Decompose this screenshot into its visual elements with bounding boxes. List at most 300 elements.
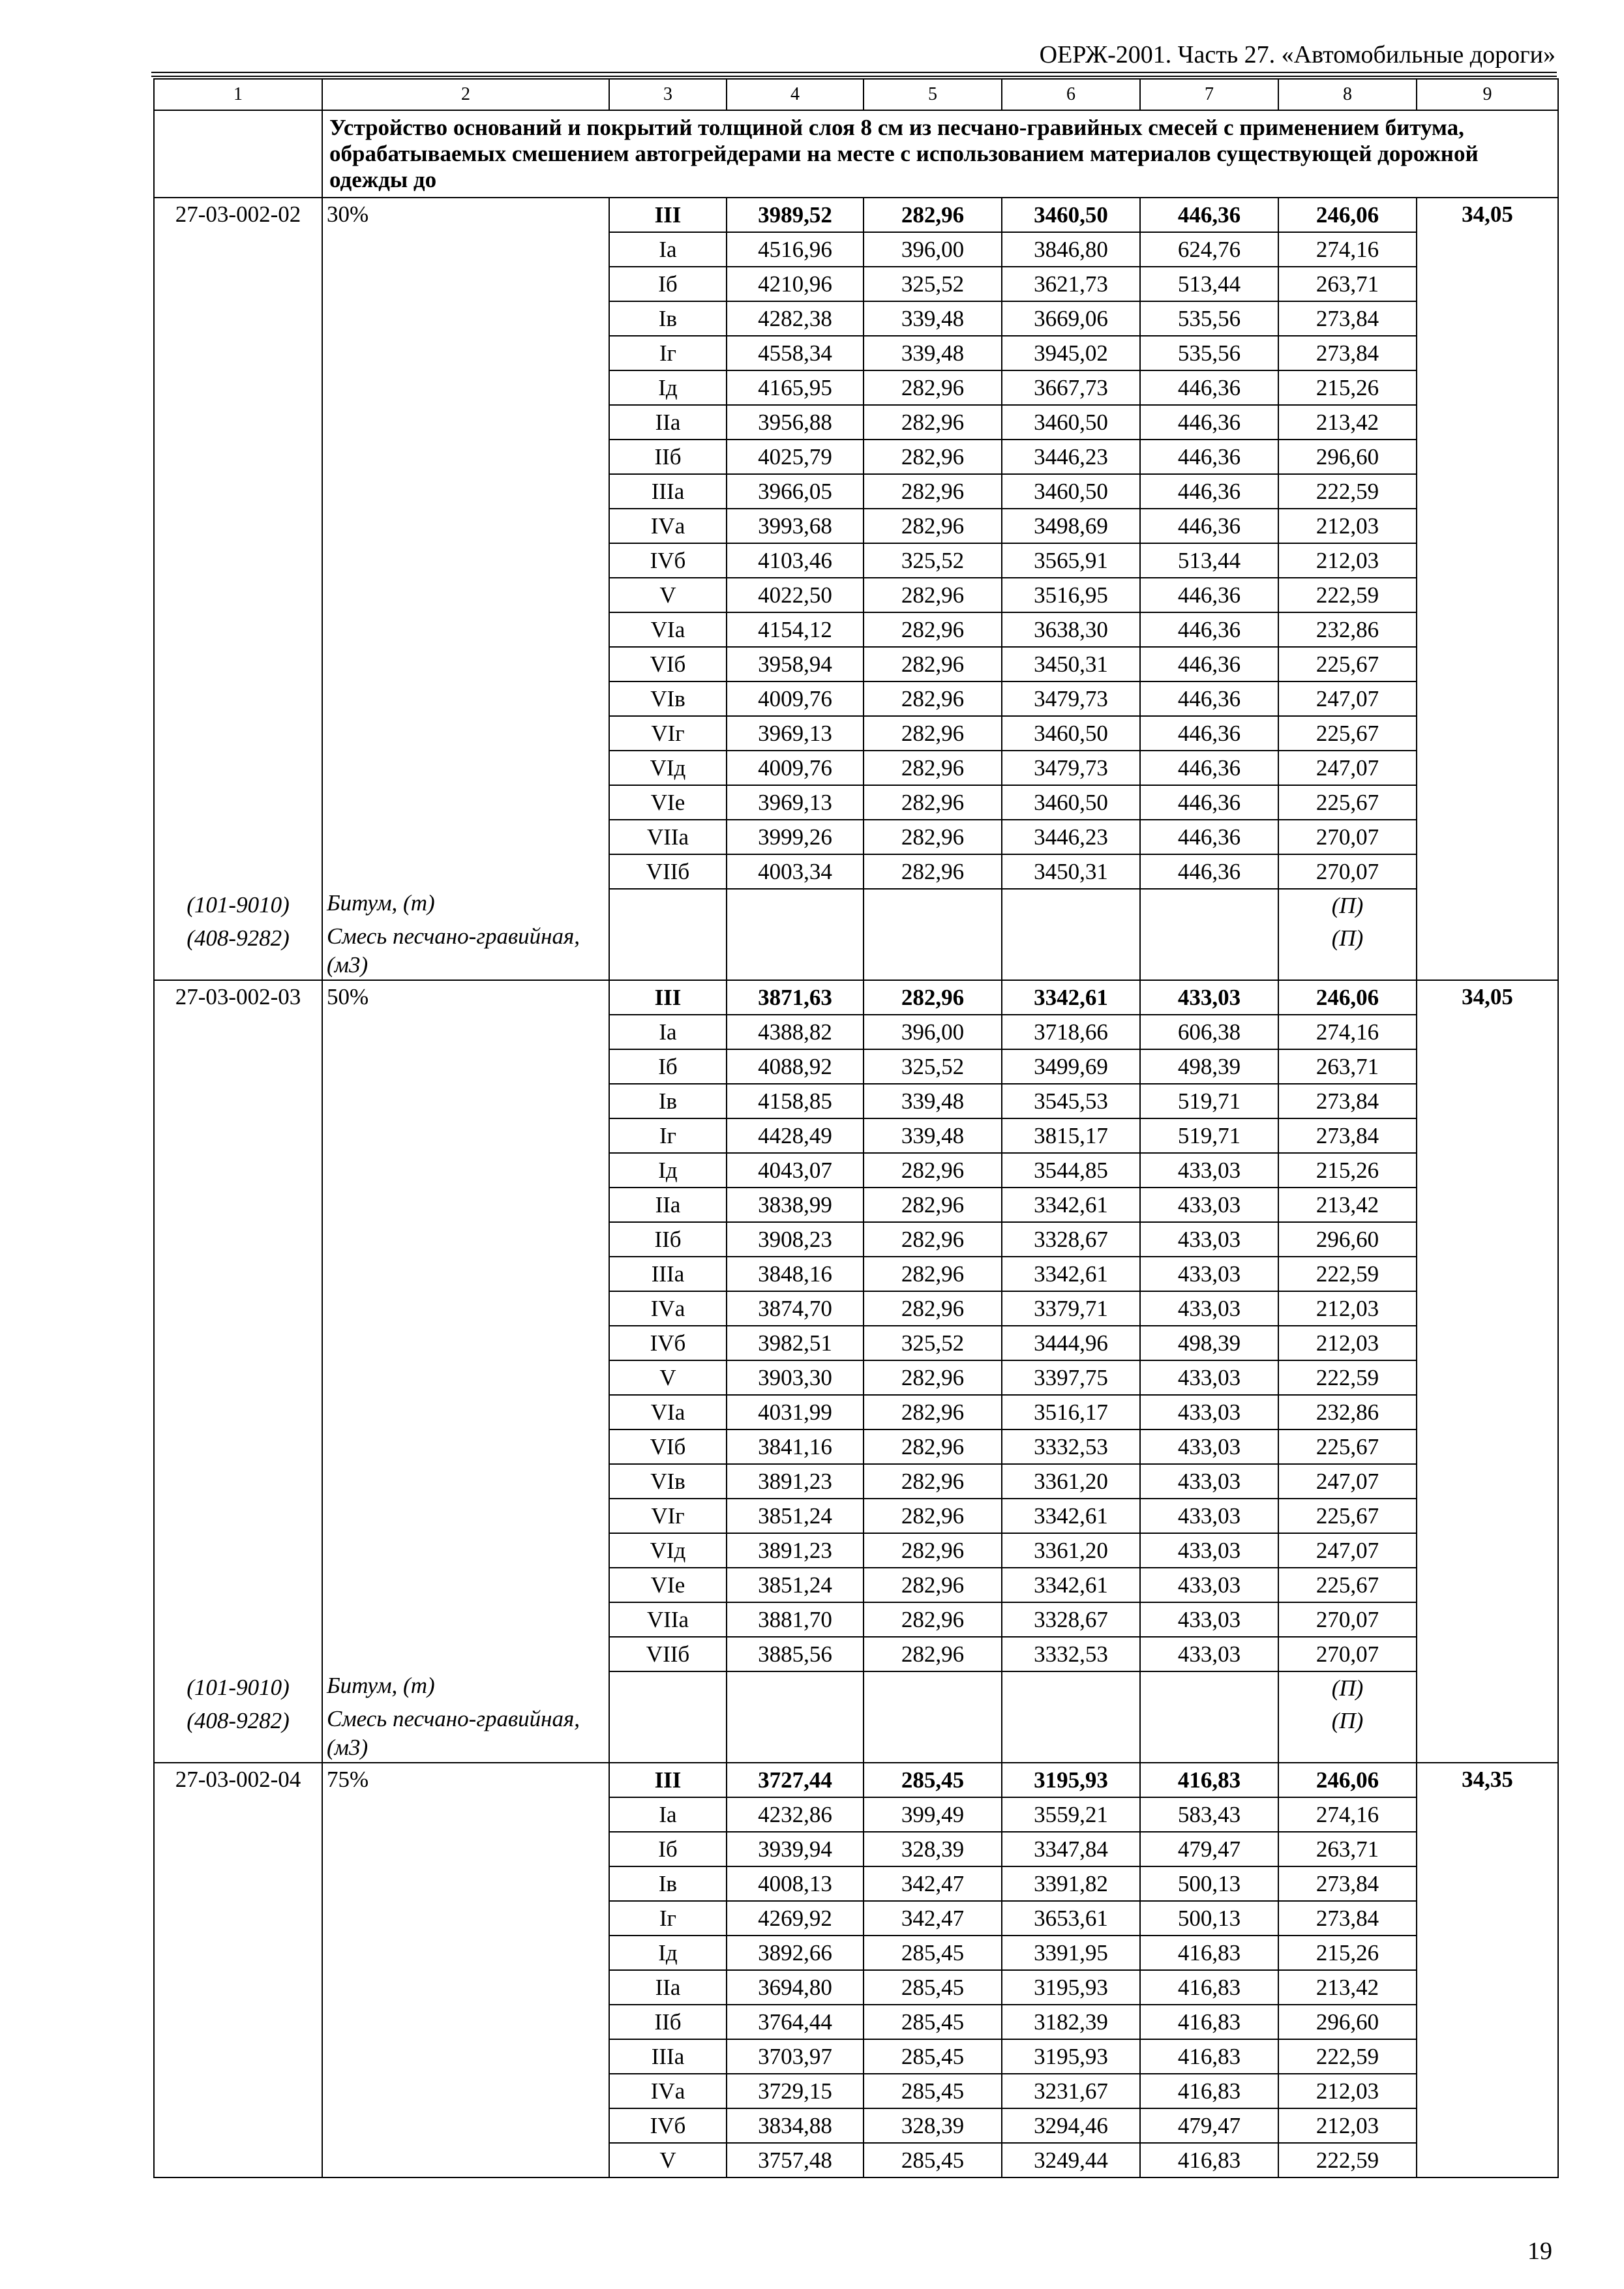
cost-value-col6: 3446,23 (1002, 440, 1140, 474)
region-class: Iа (609, 1015, 727, 1049)
cost-value-col5: 282,96 (864, 474, 1002, 509)
material-empty-cell (1140, 922, 1278, 980)
rates-table (153, 78, 1559, 2178)
cost-value-col8: 263,71 (1278, 267, 1417, 301)
cost-value-col7: 479,47 (1140, 1832, 1278, 1866)
cost-value-col4: 3871,63 (727, 980, 864, 1015)
cost-value-col5: 282,96 (864, 1429, 1002, 1464)
cost-value-col5: 282,96 (864, 612, 1002, 647)
cost-value-col6: 3544,85 (1002, 1153, 1140, 1188)
cost-value-col8: 212,03 (1278, 509, 1417, 543)
region-class: IIб (609, 2005, 727, 2039)
material-empty-cell (864, 922, 1002, 980)
cost-value-col7: 446,36 (1140, 440, 1278, 474)
region-class: Iа (609, 232, 727, 267)
cost-value-col5: 285,45 (864, 2074, 1002, 2108)
cost-value-col7: 433,03 (1140, 1533, 1278, 1568)
cost-value-col7: 535,56 (1140, 336, 1278, 370)
cost-value-col8: 222,59 (1278, 1360, 1417, 1395)
rates-table-wrap (153, 78, 1557, 2178)
cost-value-col6: 3653,61 (1002, 1901, 1140, 1936)
region-class: VIа (609, 612, 727, 647)
cost-value-col7: 446,36 (1140, 854, 1278, 889)
cost-value-col8: 222,59 (1278, 2039, 1417, 2074)
column-number: 4 (727, 79, 864, 110)
material-empty-cell (864, 889, 1002, 922)
column-number: 3 (609, 79, 727, 110)
cost-value-col4: 4558,34 (727, 336, 864, 370)
region-class: VIв (609, 1464, 727, 1499)
header-rule (151, 72, 1557, 73)
region-class: III (609, 980, 727, 1015)
cost-value-col6: 3328,67 (1002, 1602, 1140, 1637)
cost-value-col7: 433,03 (1140, 980, 1278, 1015)
cost-value-col4: 3891,23 (727, 1533, 864, 1568)
cost-value-col7: 416,83 (1140, 2039, 1278, 2074)
cost-value-col8: 296,60 (1278, 440, 1417, 474)
cost-value-col6: 3669,06 (1002, 301, 1140, 336)
material-name: Смесь песчано-гравийная, (м3) (322, 1705, 609, 1763)
cost-value-col8: 232,86 (1278, 1395, 1417, 1429)
section-caption-row (154, 110, 1558, 198)
cost-value-col6: 3479,73 (1002, 681, 1140, 716)
region-class: IVб (609, 1326, 727, 1360)
cost-value-col4: 4025,79 (727, 440, 864, 474)
cost-value-col4: 4516,96 (727, 232, 864, 267)
cost-value-col8: 274,16 (1278, 232, 1417, 267)
cost-value-col7: 535,56 (1140, 301, 1278, 336)
cost-value-col7: 433,03 (1140, 1429, 1278, 1464)
cost-value-col7: 446,36 (1140, 509, 1278, 543)
cost-value-col7: 446,36 (1140, 716, 1278, 751)
cost-value-col7: 446,36 (1140, 405, 1278, 440)
cost-value-col4: 3969,13 (727, 785, 864, 820)
cost-value-col5: 339,48 (864, 1084, 1002, 1118)
cost-value-col8: 274,16 (1278, 1015, 1417, 1049)
cost-value-col4: 3851,24 (727, 1568, 864, 1602)
region-class: VIIб (609, 854, 727, 889)
cost-value-col5: 328,39 (864, 1832, 1002, 1866)
cost-value-col6: 3342,61 (1002, 1499, 1140, 1533)
cost-value-col4: 4022,50 (727, 578, 864, 612)
cost-value-col8: 274,16 (1278, 1797, 1417, 1832)
cost-value-col6: 3342,61 (1002, 1188, 1140, 1222)
cost-value-col7: 513,44 (1140, 543, 1278, 578)
cost-value-col6: 3545,53 (1002, 1084, 1140, 1118)
region-class: Iд (609, 370, 727, 405)
column-number: 5 (864, 79, 1002, 110)
region-class: Iд (609, 1936, 727, 1970)
labor-value: 34,35 (1417, 1763, 1558, 2177)
column-number: 1 (154, 79, 322, 110)
cost-value-col8: 273,84 (1278, 1901, 1417, 1936)
cost-value-col7: 624,76 (1140, 232, 1278, 267)
material-empty-cell (1140, 1705, 1278, 1763)
cost-value-col6: 3332,53 (1002, 1429, 1140, 1464)
region-class: VIе (609, 1568, 727, 1602)
cost-value-col4: 3874,70 (727, 1291, 864, 1326)
cost-value-col5: 339,48 (864, 1118, 1002, 1153)
cost-value-col7: 606,38 (1140, 1015, 1278, 1049)
region-class: Iд (609, 1153, 727, 1188)
cost-value-col4: 4282,38 (727, 301, 864, 336)
cost-value-col7: 416,83 (1140, 1763, 1278, 1797)
cost-value-col4: 3848,16 (727, 1257, 864, 1291)
page-number: 19 (1527, 2237, 1552, 2265)
cost-value-col5: 282,96 (864, 1395, 1002, 1429)
cost-value-col5: 325,52 (864, 267, 1002, 301)
cost-value-col7: 433,03 (1140, 1291, 1278, 1326)
caption-spacer (154, 110, 322, 198)
cost-value-col6: 3294,46 (1002, 2108, 1140, 2143)
region-class: Iв (609, 1866, 727, 1901)
cost-value-col6: 3450,31 (1002, 854, 1140, 889)
cost-value-col8: 213,42 (1278, 1188, 1417, 1222)
cost-value-col6: 3195,93 (1002, 2039, 1140, 2074)
material-empty-cell (727, 922, 864, 980)
cost-value-col8: 212,03 (1278, 2108, 1417, 2143)
cost-value-col7: 416,83 (1140, 2005, 1278, 2039)
cost-value-col8: 247,07 (1278, 681, 1417, 716)
region-class: IIIа (609, 474, 727, 509)
cost-value-col8: 225,67 (1278, 647, 1417, 681)
material-empty-cell (864, 1705, 1002, 1763)
cost-value-col5: 339,48 (864, 301, 1002, 336)
cost-value-col4: 3908,23 (727, 1222, 864, 1257)
cost-value-col6: 3342,61 (1002, 1257, 1140, 1291)
cost-value-col4: 4428,49 (727, 1118, 864, 1153)
cost-value-col4: 4009,76 (727, 751, 864, 785)
cost-value-col8: 273,84 (1278, 1866, 1417, 1901)
cost-value-col6: 3718,66 (1002, 1015, 1140, 1049)
cost-value-col6: 3498,69 (1002, 509, 1140, 543)
cost-value-col8: 273,84 (1278, 1118, 1417, 1153)
cost-value-col6: 3945,02 (1002, 336, 1140, 370)
cost-value-col4: 3703,97 (727, 2039, 864, 2074)
cost-value-col7: 446,36 (1140, 370, 1278, 405)
cost-value-col6: 3516,95 (1002, 578, 1140, 612)
cost-value-col8: 212,03 (1278, 1291, 1417, 1326)
region-class: VIв (609, 681, 727, 716)
cost-value-col7: 446,36 (1140, 612, 1278, 647)
cost-value-col4: 3727,44 (727, 1763, 864, 1797)
column-number: 6 (1002, 79, 1140, 110)
column-number: 9 (1417, 79, 1558, 110)
table-row (154, 980, 1558, 1015)
table-row (154, 198, 1558, 232)
cost-value-col6: 3460,50 (1002, 405, 1140, 440)
region-class: III (609, 1763, 727, 1797)
region-class: Iб (609, 1049, 727, 1084)
cost-value-col4: 3694,80 (727, 1970, 864, 2005)
cost-value-col6: 3815,17 (1002, 1118, 1140, 1153)
cost-value-col6: 3195,93 (1002, 1763, 1140, 1797)
region-class: Iб (609, 267, 727, 301)
cost-value-col8: 212,03 (1278, 543, 1417, 578)
cost-value-col6: 3397,75 (1002, 1360, 1140, 1395)
material-empty-cell (727, 1671, 864, 1705)
cost-value-col7: 500,13 (1140, 1901, 1278, 1936)
cost-value-col6: 3638,30 (1002, 612, 1140, 647)
region-class: IIа (609, 405, 727, 440)
region-class: IVб (609, 543, 727, 578)
rate-name: 30% (322, 198, 609, 889)
cost-value-col7: 433,03 (1140, 1257, 1278, 1291)
cost-value-col4: 3885,56 (727, 1637, 864, 1671)
cost-value-col6: 3249,44 (1002, 2143, 1140, 2177)
region-class: VIа (609, 1395, 727, 1429)
region-class: Iг (609, 336, 727, 370)
rate-code: 27-03-002-02 (154, 198, 322, 889)
region-class: VIг (609, 1499, 727, 1533)
cost-value-col5: 282,96 (864, 647, 1002, 681)
cost-value-col6: 3846,80 (1002, 232, 1140, 267)
cost-value-col4: 4232,86 (727, 1797, 864, 1832)
cost-value-col4: 4154,12 (727, 612, 864, 647)
cost-value-col5: 282,96 (864, 820, 1002, 854)
cost-value-col4: 3757,48 (727, 2143, 864, 2177)
cost-value-col8: 273,84 (1278, 1084, 1417, 1118)
cost-value-col6: 3621,73 (1002, 267, 1140, 301)
cost-value-col5: 285,45 (864, 2039, 1002, 2074)
cost-value-col6: 3342,61 (1002, 1568, 1140, 1602)
cost-value-col8: 273,84 (1278, 336, 1417, 370)
cost-value-col5: 282,96 (864, 681, 1002, 716)
cost-value-col8: 215,26 (1278, 370, 1417, 405)
cost-value-col7: 446,36 (1140, 681, 1278, 716)
cost-value-col5: 282,96 (864, 1222, 1002, 1257)
cost-value-col6: 3446,23 (1002, 820, 1140, 854)
cost-value-col8: 215,26 (1278, 1936, 1417, 1970)
cost-value-col8: 270,07 (1278, 1637, 1417, 1671)
cost-value-col4: 3989,52 (727, 198, 864, 232)
rate-code: 27-03-002-03 (154, 980, 322, 1671)
cost-value-col5: 282,96 (864, 578, 1002, 612)
rate-name: 50% (322, 980, 609, 1671)
cost-value-col4: 4009,76 (727, 681, 864, 716)
cost-value-col4: 3999,26 (727, 820, 864, 854)
cost-value-col4: 4031,99 (727, 1395, 864, 1429)
cost-value-col4: 3966,05 (727, 474, 864, 509)
cost-value-col8: 213,42 (1278, 1970, 1417, 2005)
cost-value-col7: 416,83 (1140, 2143, 1278, 2177)
region-class: IVа (609, 509, 727, 543)
cost-value-col4: 4003,34 (727, 854, 864, 889)
cost-value-col4: 3993,68 (727, 509, 864, 543)
region-class: Iг (609, 1118, 727, 1153)
cost-value-col7: 498,39 (1140, 1326, 1278, 1360)
region-class: Iб (609, 1832, 727, 1866)
cost-value-col8: 225,67 (1278, 1429, 1417, 1464)
material-empty-cell (727, 1705, 864, 1763)
cost-value-col5: 285,45 (864, 2005, 1002, 2039)
cost-value-col4: 4103,46 (727, 543, 864, 578)
cost-value-col7: 433,03 (1140, 1464, 1278, 1499)
material-empty-cell (1002, 1671, 1140, 1705)
cost-value-col8: 222,59 (1278, 2143, 1417, 2177)
cost-value-col6: 3516,17 (1002, 1395, 1140, 1429)
cost-value-col5: 282,96 (864, 751, 1002, 785)
material-name: Смесь песчано-гравийная, (м3) (322, 922, 609, 980)
cost-value-col5: 399,49 (864, 1797, 1002, 1832)
cost-value-col6: 3460,50 (1002, 198, 1140, 232)
cost-value-col8: 263,71 (1278, 1049, 1417, 1084)
cost-value-col7: 500,13 (1140, 1866, 1278, 1901)
cost-value-col6: 3391,95 (1002, 1936, 1140, 1970)
cost-value-col8: 270,07 (1278, 1602, 1417, 1637)
material-unit: (П) (1278, 1671, 1417, 1705)
cost-value-col6: 3460,50 (1002, 716, 1140, 751)
cost-value-col5: 325,52 (864, 1326, 1002, 1360)
material-row (154, 889, 1558, 922)
cost-value-col4: 3969,13 (727, 716, 864, 751)
cost-value-col5: 282,96 (864, 980, 1002, 1015)
region-class: IVа (609, 1291, 727, 1326)
labor-value: 34,05 (1417, 980, 1558, 1763)
cost-value-col7: 433,03 (1140, 1499, 1278, 1533)
cost-value-col5: 282,96 (864, 1568, 1002, 1602)
cost-value-col5: 282,96 (864, 405, 1002, 440)
cost-value-col5: 282,96 (864, 1291, 1002, 1326)
cost-value-col4: 3891,23 (727, 1464, 864, 1499)
cost-value-col8: 263,71 (1278, 1832, 1417, 1866)
cost-value-col4: 3958,94 (727, 647, 864, 681)
material-code: (408-9282) (154, 922, 322, 980)
material-empty-cell (864, 1671, 1002, 1705)
region-class: VIе (609, 785, 727, 820)
material-empty-cell (1002, 889, 1140, 922)
column-number-row (154, 79, 1558, 110)
region-class: V (609, 578, 727, 612)
cost-value-col7: 433,03 (1140, 1222, 1278, 1257)
cost-value-col7: 446,36 (1140, 474, 1278, 509)
cost-value-col6: 3361,20 (1002, 1464, 1140, 1499)
cost-value-col4: 3834,88 (727, 2108, 864, 2143)
cost-value-col6: 3391,82 (1002, 1866, 1140, 1901)
cost-value-col7: 433,03 (1140, 1153, 1278, 1188)
cost-value-col5: 396,00 (864, 232, 1002, 267)
cost-value-col4: 4158,85 (727, 1084, 864, 1118)
region-class: VIб (609, 1429, 727, 1464)
cost-value-col5: 325,52 (864, 543, 1002, 578)
cost-value-col8: 225,67 (1278, 1499, 1417, 1533)
cost-value-col5: 282,96 (864, 716, 1002, 751)
cost-value-col5: 282,96 (864, 1188, 1002, 1222)
cost-value-col7: 519,71 (1140, 1118, 1278, 1153)
cost-value-col8: 246,06 (1278, 198, 1417, 232)
region-class: Iг (609, 1901, 727, 1936)
cost-value-col4: 4269,92 (727, 1901, 864, 1936)
cost-value-col7: 416,83 (1140, 1936, 1278, 1970)
region-class: III (609, 198, 727, 232)
cost-value-col8: 273,84 (1278, 301, 1417, 336)
region-class: IIб (609, 440, 727, 474)
material-empty-cell (609, 1671, 727, 1705)
cost-value-col5: 285,45 (864, 1936, 1002, 1970)
cost-value-col4: 3939,94 (727, 1832, 864, 1866)
cost-value-col6: 3328,67 (1002, 1222, 1140, 1257)
material-empty-cell (1140, 889, 1278, 922)
cost-value-col7: 446,36 (1140, 785, 1278, 820)
cost-value-col5: 282,96 (864, 1257, 1002, 1291)
material-row (154, 1671, 1558, 1705)
cost-value-col4: 3838,99 (727, 1188, 864, 1222)
region-class: VIг (609, 716, 727, 751)
cost-value-col8: 212,03 (1278, 2074, 1417, 2108)
region-class: V (609, 2143, 727, 2177)
region-class: Iв (609, 301, 727, 336)
cost-value-col8: 225,67 (1278, 716, 1417, 751)
cost-value-col6: 3182,39 (1002, 2005, 1140, 2039)
column-number: 8 (1278, 79, 1417, 110)
cost-value-col7: 583,43 (1140, 1797, 1278, 1832)
material-empty-cell (609, 922, 727, 980)
cost-value-col8: 246,06 (1278, 1763, 1417, 1797)
cost-value-col5: 282,96 (864, 1464, 1002, 1499)
cost-value-col4: 3956,88 (727, 405, 864, 440)
cost-value-col5: 282,96 (864, 1499, 1002, 1533)
cost-value-col7: 498,39 (1140, 1049, 1278, 1084)
cost-value-col7: 416,83 (1140, 1970, 1278, 2005)
cost-value-col5: 282,96 (864, 1533, 1002, 1568)
region-class: Iв (609, 1084, 727, 1118)
cost-value-col8: 212,03 (1278, 1326, 1417, 1360)
cost-value-col5: 285,45 (864, 1763, 1002, 1797)
cost-value-col6: 3460,50 (1002, 785, 1140, 820)
cost-value-col5: 342,47 (864, 1901, 1002, 1936)
cost-value-col4: 3729,15 (727, 2074, 864, 2108)
cost-value-col5: 282,96 (864, 1602, 1002, 1637)
cost-value-col4: 3841,16 (727, 1429, 864, 1464)
material-empty-cell (1002, 922, 1140, 980)
cost-value-col8: 247,07 (1278, 1533, 1417, 1568)
material-code: (101-9010) (154, 889, 322, 922)
cost-value-col4: 4008,13 (727, 1866, 864, 1901)
cost-value-col5: 396,00 (864, 1015, 1002, 1049)
cost-value-col7: 513,44 (1140, 267, 1278, 301)
cost-value-col5: 282,96 (864, 370, 1002, 405)
material-unit: (П) (1278, 1705, 1417, 1763)
region-class: IVб (609, 2108, 727, 2143)
cost-value-col5: 282,96 (864, 1360, 1002, 1395)
region-class: IIа (609, 1970, 727, 2005)
header-rule-2 (151, 76, 1557, 77)
cost-value-col5: 282,96 (864, 198, 1002, 232)
region-class: VIIа (609, 820, 727, 854)
material-empty-cell (727, 889, 864, 922)
column-number: 2 (322, 79, 609, 110)
cost-value-col5: 342,47 (864, 1866, 1002, 1901)
cost-value-col4: 4088,92 (727, 1049, 864, 1084)
region-class: VIIб (609, 1637, 727, 1671)
cost-value-col7: 433,03 (1140, 1602, 1278, 1637)
material-row (154, 1705, 1558, 1763)
cost-value-col8: 222,59 (1278, 578, 1417, 612)
cost-value-col7: 433,03 (1140, 1188, 1278, 1222)
material-empty-cell (609, 1705, 727, 1763)
cost-value-col8: 222,59 (1278, 474, 1417, 509)
material-code: (408-9282) (154, 1705, 322, 1763)
cost-value-col6: 3332,53 (1002, 1637, 1140, 1671)
cost-value-col6: 3559,21 (1002, 1797, 1140, 1832)
cost-value-col7: 446,36 (1140, 647, 1278, 681)
cost-value-col7: 519,71 (1140, 1084, 1278, 1118)
cost-value-col4: 3892,66 (727, 1936, 864, 1970)
cost-value-col5: 282,96 (864, 509, 1002, 543)
cost-value-col6: 3379,71 (1002, 1291, 1140, 1326)
region-class: VIб (609, 647, 727, 681)
region-class: Iа (609, 1797, 727, 1832)
